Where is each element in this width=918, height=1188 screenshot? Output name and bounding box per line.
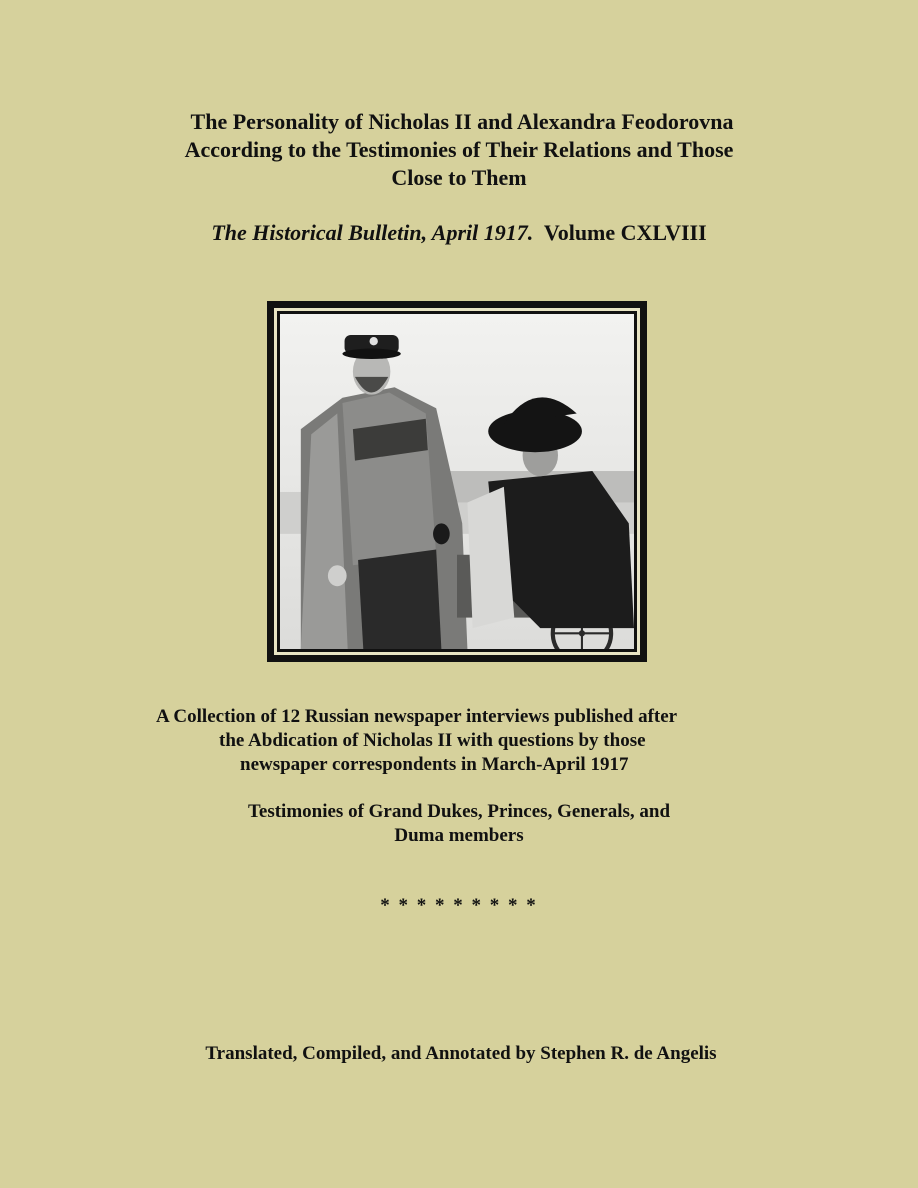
title-line-3: Close to Them [391, 165, 527, 190]
collection-line-1: A Collection of 12 Russian newspaper interviews published after [156, 706, 678, 727]
separator-asterisks: * * * * * * * * * [380, 895, 538, 916]
bulletin-name: The Historical Bulletin, April 1917. [211, 220, 534, 245]
bulletin-volume: Volume CXLVIII [543, 220, 707, 245]
photo-frame-inner-black [277, 311, 637, 652]
collection-line-2: the Abdication of Nicholas II with questions by those [219, 730, 646, 751]
testimonies-line-1: Testimonies of Grand Dukes, Princes, Generals, and [247, 801, 671, 822]
document-title [0, 108, 918, 192]
photograph-of-couple-icon [280, 314, 634, 649]
source-citation [0, 219, 918, 247]
photo-frame-inner-border [274, 308, 640, 655]
testimonies-line-2: Duma members [394, 825, 524, 846]
title-line-1: The Personality of Nicholas II and Alexandra Feodorovna [190, 109, 734, 134]
photo-frame [267, 301, 647, 662]
collection-line-3: newspaper correspondents in March-April 1917 [240, 754, 629, 775]
title-line-2: According to the Testimonies of Their Relations and Those [184, 137, 734, 162]
translator-credit: Translated, Compiled, and Annotated by Stephen R. de Angelis [205, 1043, 717, 1064]
testimonies-description [0, 800, 918, 848]
